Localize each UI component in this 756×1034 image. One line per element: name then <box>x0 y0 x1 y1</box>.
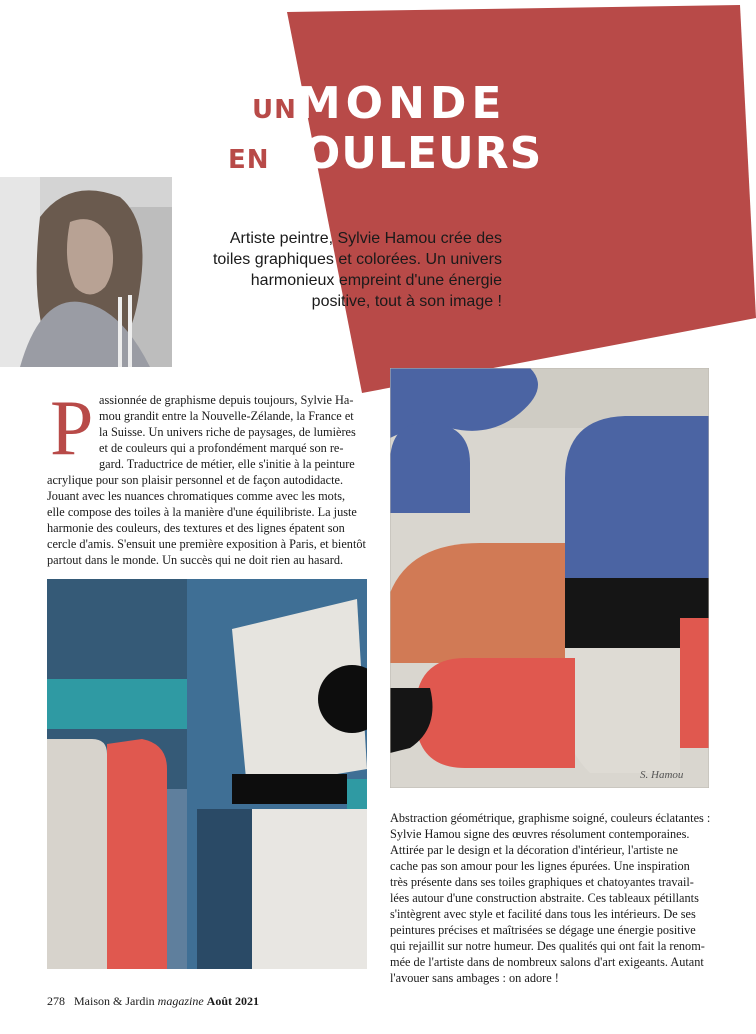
page-footer <box>47 994 259 1009</box>
body-line: Jouant avec les nuances chromatiques comme avec les mots, <box>47 489 346 503</box>
body-line: Attirée par le design et la décoration d'intérieur, l'artiste ne <box>390 843 679 857</box>
title-small-en: EN <box>228 145 270 175</box>
body-text-left <box>47 384 372 568</box>
body-line: Abstraction géométrique, graphisme soigné, couleurs éclatantes : <box>390 811 711 825</box>
body-line: Sylvie Hamou signe des œuvres résolument contemporaines. <box>390 827 690 841</box>
body-line: la Suisse. Un univers riche de paysages, de lumières <box>99 425 356 439</box>
body-line: cercle d'amis. S'ensuit une première exposition à Paris, et bientôt <box>47 537 366 551</box>
painting-signature: S. Hamou <box>640 769 684 781</box>
intro-line: Artiste peintre, Sylvie Hamou crée des <box>229 230 502 247</box>
page-title-line-1 <box>252 78 506 129</box>
painting-abstract-blue-orange <box>390 368 709 788</box>
intro-line: toiles graphiques et colorées. Un univers <box>212 251 502 268</box>
title-big-couleurs: COULEURS <box>269 128 543 179</box>
body-line: mou grandit entre la Nouvelle-Zélande, la France et <box>99 409 354 423</box>
painting-abstract-teal-coral <box>47 579 367 969</box>
body-line: lées autour d'une construction abstraite. Ces tableaux pétillants <box>390 891 699 905</box>
artist-portrait-photo <box>0 177 172 367</box>
body-line: harmonie des couleurs, des textures et des lignes épatent son <box>47 521 345 535</box>
body-line: acrylique pour son plaisir personnel et de façon autodidacte. <box>47 473 344 487</box>
issue-date: Août 2021 <box>206 994 260 1008</box>
drop-cap: P <box>50 384 94 471</box>
body-line: très présente dans ses toiles graphiques et chatoyantes travail- <box>390 875 694 889</box>
intro-line: positive, tout à son image ! <box>311 293 502 310</box>
body-line: gard. Traductrice de métier, elle s'initie à la peinture <box>99 457 355 471</box>
body-line: mée de l'artiste dans de nombreux salons d'art exigeants. Autant <box>390 955 704 969</box>
title-big-monde: MONDE <box>296 78 507 129</box>
body-line: l'avouer sans ambages : on adore ! <box>390 971 559 985</box>
page-number: 278 <box>47 994 65 1008</box>
body-line: elle compose des toiles à la manière d'une équilibriste. La juste <box>47 505 357 519</box>
intro-paragraph <box>192 228 502 312</box>
body-line: s'intègrent avec style et facilité dans tous les intérieurs. De ses <box>390 907 696 921</box>
magazine-name: Maison & Jardin <box>74 994 155 1008</box>
title-small-un: UN <box>252 95 297 125</box>
page-title-line-2 <box>228 128 542 179</box>
body-line: assionnée de graphisme depuis toujours, Sylvie Ha- <box>99 393 354 407</box>
body-line: cache pas son amour pour les lignes épurées. Une inspiration <box>390 859 690 873</box>
intro-line: harmonieux empreint d'une énergie <box>250 272 502 289</box>
body-text-right <box>390 810 710 986</box>
body-line: partout dans le monde. Un succès qui ne doit rien au hasard. <box>47 553 344 567</box>
body-line: et de couleurs qui a profondément marqué son re- <box>99 441 344 455</box>
body-line: peintures précises et maîtrisées se dégage une énergie positive <box>390 923 696 937</box>
magazine-name-italic: magazine <box>157 994 204 1008</box>
body-line: qui rejaillit sur notre humeur. Des qualités qui ont fait la renom- <box>390 939 705 953</box>
